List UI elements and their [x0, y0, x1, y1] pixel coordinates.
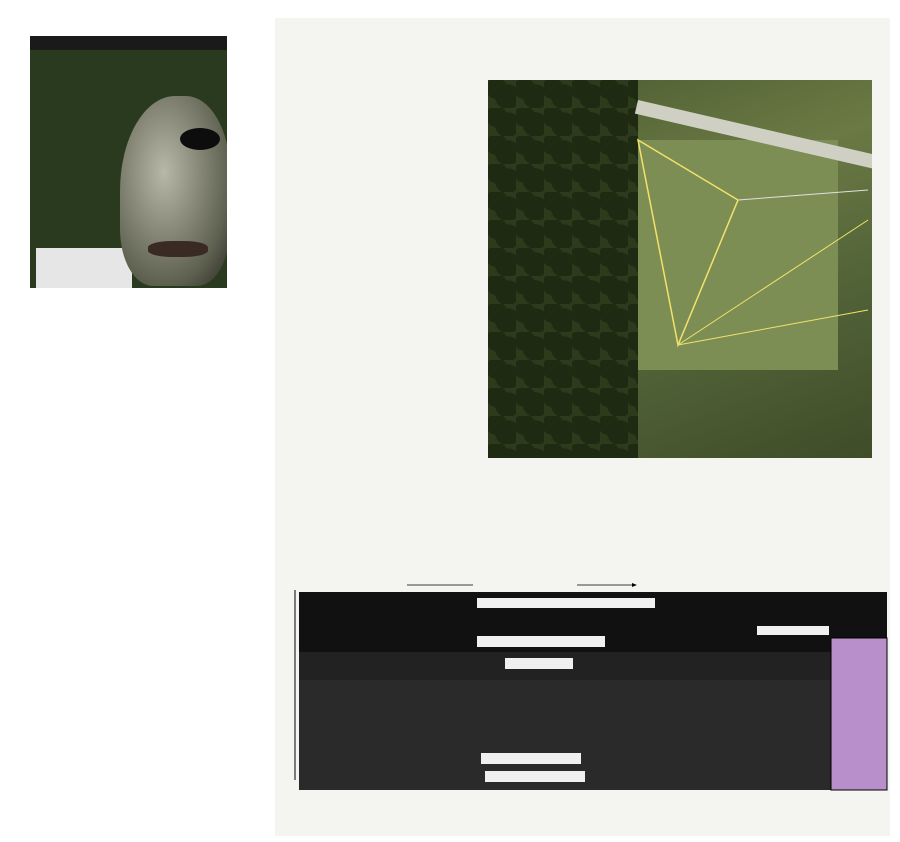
label-box — [481, 753, 581, 764]
record-arrowhead — [632, 583, 637, 587]
gpr-diagram — [277, 578, 889, 796]
page-footer — [280, 812, 880, 828]
magazine-cover — [30, 36, 227, 288]
alien-face-image — [120, 96, 227, 286]
label-box — [477, 598, 655, 608]
survey-line — [678, 310, 868, 345]
label-box — [505, 658, 573, 669]
survey-line — [738, 190, 868, 200]
strata-right-upper — [831, 592, 887, 638]
survey-line — [678, 220, 868, 345]
survey-triangle — [638, 140, 738, 345]
article-title — [355, 18, 835, 70]
unidentified-object — [831, 638, 887, 790]
alien-mouth — [148, 241, 208, 257]
cover-mail-label — [36, 248, 132, 288]
label-box — [485, 771, 585, 782]
label-box — [477, 636, 605, 647]
survey-overlay — [488, 80, 872, 458]
alien-eye — [180, 128, 220, 150]
cover-logo — [34, 46, 224, 90]
label-box — [757, 626, 829, 635]
aerial-photo — [488, 80, 872, 458]
